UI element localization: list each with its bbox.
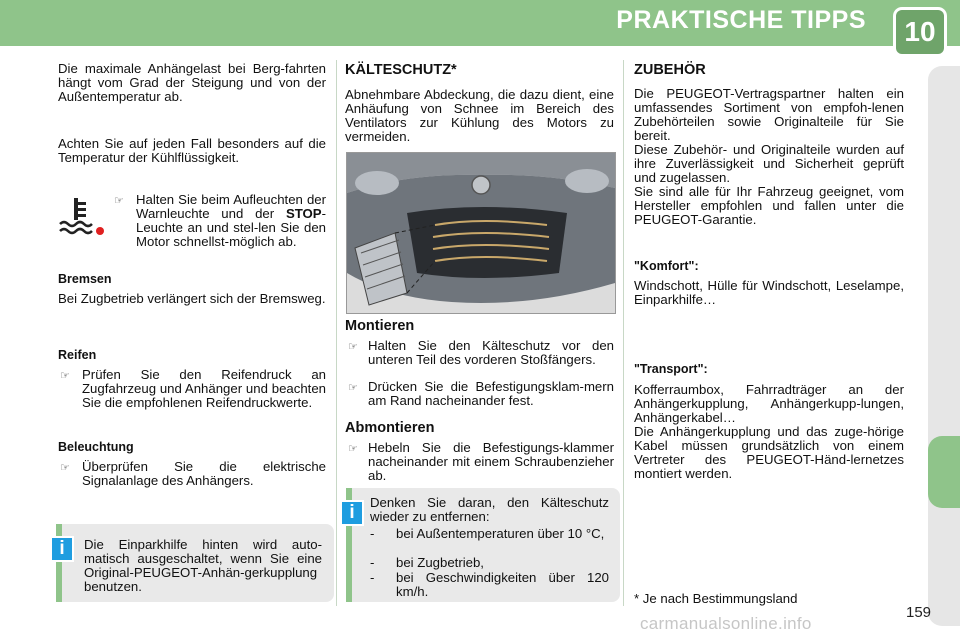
bullet-text: Halten Sie den Kälteschutz vor den unteren Teil des vorderen Stoßfängers. — [368, 338, 614, 367]
watermark: carmanualsonline.info — [640, 614, 812, 633]
chapter-badge: 10 — [896, 10, 944, 54]
paragraph: Bei Zugbetrieb verlängert sich der Bremsweg. — [58, 291, 326, 306]
paragraph: Windschott, Hülle für Windschott, Leselampe, Einparkhilfe… — [634, 278, 904, 307]
footnote: * Je nach Bestimmungsland — [634, 591, 798, 606]
paragraph: Abnehmbare Abdeckung, die dazu dient, eine Anhäufung von Schnee im Bereich des Ventilators zur Kühlung des Motors zu vermeiden. — [345, 87, 614, 144]
page-number: 159 — [906, 604, 932, 621]
paragraph: Kofferraumbox, Fahrradträger an der Anhängerkupplung, Anhängerkupp-lungen, Anhängerkabel… — [634, 382, 904, 425]
column-divider — [336, 60, 337, 606]
list-item: bei Geschwindigkeiten über 120 km/h. — [396, 570, 609, 599]
bullet-text: Drücken Sie die Befestigungsklam-mern am Rand nacheinander fest. — [368, 379, 614, 408]
chapter-tab — [928, 436, 960, 508]
list-item: bei Außentemperaturen über 10 °C, — [396, 526, 605, 541]
bullet-text: Hebeln Sie die Befestigungs-klammer nacheinander mit einem Schraubenzieher ab. — [368, 440, 614, 483]
column-divider — [623, 60, 624, 606]
info-icon: i — [50, 536, 74, 562]
info-icon: i — [340, 500, 364, 526]
heading-komfort: "Komfort": — [634, 259, 699, 273]
bullet-text: Überprüfen Sie die elektrische Signalanlage des Anhängers. — [82, 459, 326, 488]
heading-cold-protection: KÄLTESCHUTZ* — [345, 62, 457, 78]
pointing-hand-icon: ☞ — [60, 370, 70, 382]
pointing-hand-icon: ☞ — [348, 341, 358, 353]
side-strip — [928, 66, 960, 626]
paragraph: Diese Zubehör- und Originalteile wurden auf ihre Zuverlässigkeit und Sicherheit geprüft und zugelassen. — [634, 142, 904, 185]
list-item: bei Zugbetrieb, — [396, 555, 484, 570]
pointing-hand-icon: ☞ — [348, 382, 358, 394]
pointing-hand-icon: ☞ — [60, 462, 70, 474]
heading-mount: Montieren — [345, 318, 415, 334]
paragraph: Die maximale Anhängelast bei Berg-fahrten hängt vom Grad der Steigung und von der Außentemperatur ab. — [58, 61, 326, 104]
heading-unmount: Abmontieren — [345, 420, 435, 436]
heading-transport: "Transport": — [634, 362, 708, 376]
list-dash: - — [370, 570, 375, 585]
info-text: Die Einparkhilfe hinten wird auto-matisch ausgeschaltet, wenn Sie eine Original-PEUGEOT-Anhän-gerkupplung benutzen. — [84, 537, 322, 594]
car-front-grille-image — [346, 152, 616, 314]
coolant-temperature-icon — [58, 196, 106, 236]
info-text: Denken Sie daran, den Kälteschutz wieder zu entfernen: — [370, 495, 609, 524]
warning-text: Halten Sie beim Aufleuchten der Warnleuchte und der STOP-Leuchte an und stel-len Sie den Motor schnellst-möglich ab. — [136, 192, 327, 249]
heading-lighting: Beleuchtung — [58, 440, 134, 454]
pointing-hand-icon: ☞ — [348, 443, 358, 455]
heading-accessories: ZUBEHÖR — [634, 62, 706, 78]
list-dash: - — [370, 526, 375, 541]
pointing-hand-icon: ☞ — [114, 195, 124, 207]
paragraph: Sie sind alle für Ihr Fahrzeug geeignet, vom Hersteller empfohlen und fallen unter die PEUGEOT-Garantie. — [634, 184, 904, 227]
list-dash: - — [370, 555, 375, 570]
page-title: PRAKTISCHE TIPPS — [616, 6, 866, 34]
paragraph: Achten Sie auf jeden Fall besonders auf die Temperatur der Kühlflüssigkeit. — [58, 136, 326, 165]
paragraph: Die PEUGEOT-Vertragspartner halten ein umfassendes Sortiment von empfoh-lenen Zubehörteilen sowie Originalteile für Sie bereit. — [634, 86, 904, 143]
bullet-text: Prüfen Sie den Reifendruck an Zugfahrzeug und Anhänger und beachten Sie die empfohlenen Reifendruckwerte. — [82, 367, 326, 410]
heading-tyres: Reifen — [58, 348, 97, 362]
heading-brakes: Bremsen — [58, 272, 112, 286]
paragraph: Die Anhängerkupplung und das zuge-hörige Kabel müssen grundsätzlich von einem Vertreter des PEUGEOT-Händ-lernetzes montiert werden. — [634, 424, 904, 481]
